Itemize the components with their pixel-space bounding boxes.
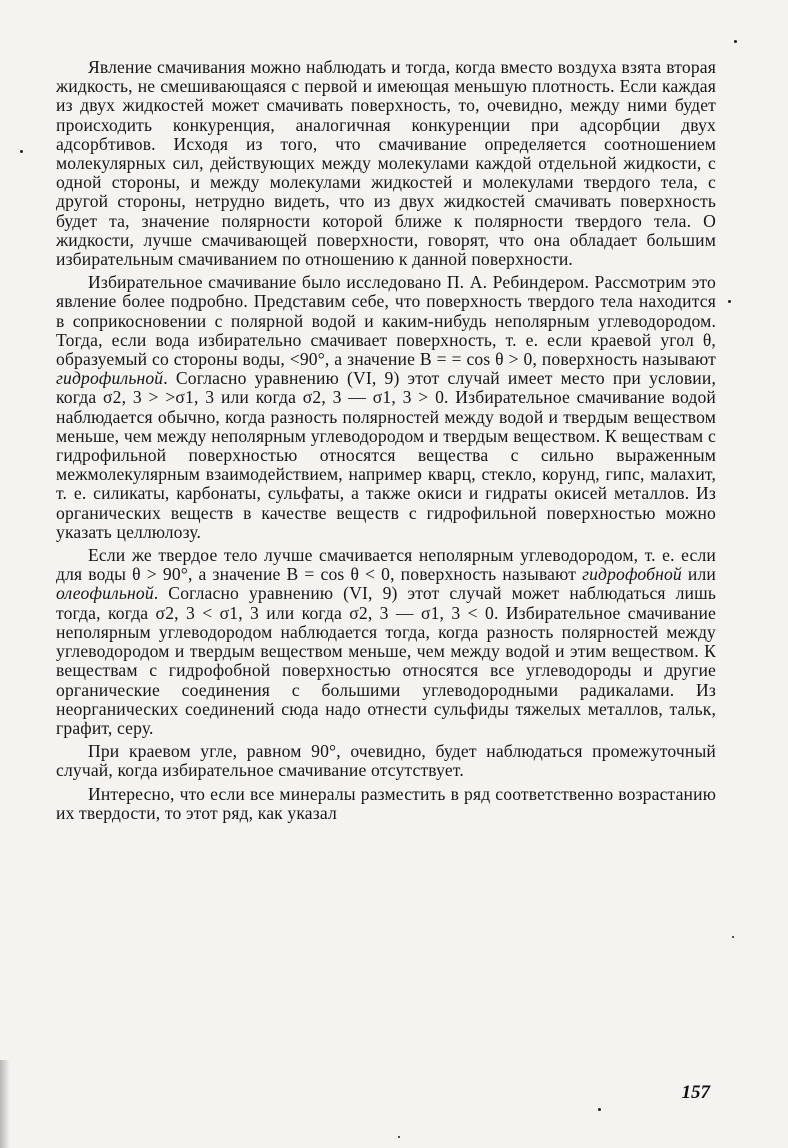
scan-binding-edge xyxy=(0,1060,10,1148)
page-body xyxy=(56,58,716,823)
conjunction-text: или xyxy=(687,564,716,585)
scan-speck xyxy=(732,936,734,938)
paragraph-selective-wetting-hydrophilic xyxy=(56,273,716,542)
paragraph-text: При краевом угле, равном 90°, очевидно, будет наблюдаться промежуточный случай, когда избирательное смачивание отсутствует. xyxy=(56,741,716,781)
scan-speck xyxy=(734,40,737,43)
paragraph-wetting-two-liquids xyxy=(56,58,716,269)
term-hydrophilic: гидрофильной xyxy=(56,368,164,389)
paragraph-text: Интересно, что если все минералы разместить в ряд соответственно возрастанию их твердости, то этот ряд, как указал xyxy=(56,783,716,823)
page-number: 157 xyxy=(681,1082,710,1103)
paragraph-text: . Согласно уравнению (VI, 9) этот случай может наблюдаться лишь тогда, когда σ2, 3 < σ1, 3 или когда σ2, 3 — σ1, 3 < 0. Избирательное смачивание неполярным углеводородом наблюдается тогда, когда разность полярностей между углеводородом и твердым веществом меньше, чем между водой и этим веществом. К веществам с гидрофобной поверхностью относятся все углеводороды и другие органические соединения с большими углеводородными радикалами. Из неорганических соединений сюда надо отнести сульфиды тяжелых металлов, тальк, графит, серу. xyxy=(56,583,716,738)
paragraph-text: Избирательное смачивание было исследовано П. А. Ребиндером. Рассмотрим это явление более подробно. Представим себе, что поверхность твердого тела находится в соприкосновении с полярной водой и каким-нибудь неполярным углеводородом. Тогда, если вода избирательно смачивает поверхность, т. е. если краевой угол θ, образуемый со стороны воды, <90°, а значение B = = cos θ > 0, поверхность называют xyxy=(56,272,716,370)
paragraph-hydrophobic xyxy=(56,546,716,738)
paragraph-text: Явление смачивания можно наблюдать и тогда, когда вместо воздуха взята вторая жидкость, не смешивающаяся с первой и имеющая меньшую плотность. Если каждая из двух жидкостей может смачивать поверхность, то, очевидно, между ними будет происходить конкуренция, аналогичная конкуренции при адсорбции двух адсорбтивов. Исходя из того, что смачивание определяется соотношением молекулярных сил, действующих между молекулами каждой отдельной жидкости, с одной стороны, и между молекулами жидкостей и молекулами твердого тела, с другой стороны, нетрудно видеть, что из двух жидкостей смачивать поверхность будет та, значение полярности которой ближе к полярности твердого тела. О жидкости, лучше смачивающей поверхности, говорят, что она обладает большим избирательным смачиванием по отношению к данной поверхности. xyxy=(56,57,716,270)
term-hydrophobic: гидрофобной xyxy=(582,564,682,585)
scan-speck xyxy=(398,1136,400,1138)
paragraph-angle-90 xyxy=(56,742,716,780)
paragraph-text: . Согласно уравнению (VI, 9) этот случай имеет место при условии, когда σ2, 3 > >σ1, 3 или когда σ2, 3 — σ1, 3 > 0. Избирательное смачивание водой наблюдается обычно, когда разность полярностей между водой и твердым веществом меньше, чем между неполярным углеводородом и твердым веществом. К веществам с гидрофильной поверхностью относятся вещества с сильно выраженным межмолекулярным взаимодействием, например кварц, стекло, корунд, гипс, малахит, т. е. силикаты, карбонаты, сульфаты, а также окиси и гидраты окисей металлов. Из органических веществ в качестве веществ с гидрофильной поверхностью можно указать целлюлозу. xyxy=(56,368,716,542)
paragraph-minerals-hardness xyxy=(56,785,716,823)
scan-speck xyxy=(20,150,23,153)
scan-speck xyxy=(598,1108,601,1111)
term-oleophilic: олеофильной xyxy=(56,583,154,604)
scan-speck xyxy=(728,300,731,303)
paragraph-text: Если же твердое тело лучше смачивается неполярным углеводородом, т. е. если для воды θ > 90°, а значение B = cos θ < 0, поверхность называют xyxy=(56,545,716,585)
